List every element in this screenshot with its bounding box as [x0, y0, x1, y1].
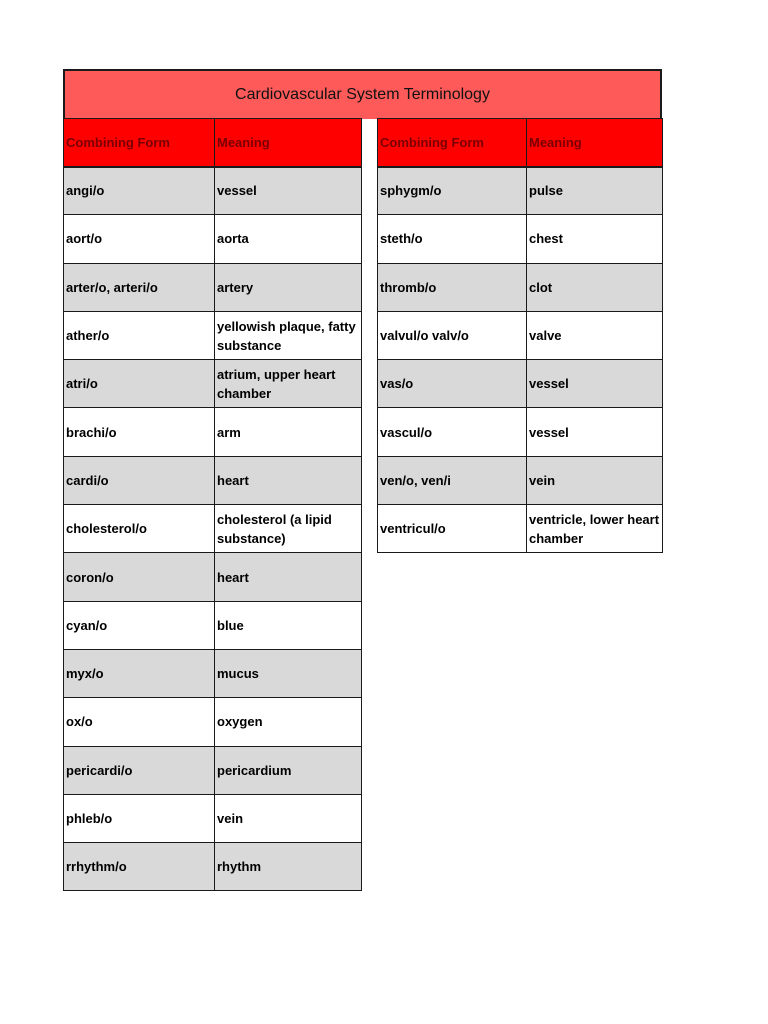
terminology-table-right — [377, 118, 663, 553]
meaning-cell: arm — [215, 408, 362, 456]
table-row — [64, 360, 362, 408]
meaning-cell: heart — [215, 553, 362, 601]
combining-form-cell: steth/o — [378, 215, 527, 263]
table-header-row — [64, 119, 362, 167]
table-row — [64, 311, 362, 359]
combining-form-cell: vas/o — [378, 360, 527, 408]
meaning-cell: heart — [215, 456, 362, 504]
column-header-meaning: Meaning — [527, 119, 663, 167]
meaning-cell: vessel — [215, 167, 362, 215]
table-row — [378, 360, 663, 408]
combining-form-cell: sphygm/o — [378, 167, 527, 215]
meaning-cell: clot — [527, 263, 663, 311]
meaning-cell: vein — [215, 794, 362, 842]
combining-form-cell: brachi/o — [64, 408, 215, 456]
table-row — [378, 505, 663, 553]
combining-form-cell: coron/o — [64, 553, 215, 601]
column-header-combining-form: Combining Form — [64, 119, 215, 167]
table-row — [64, 698, 362, 746]
table-row — [378, 263, 663, 311]
meaning-cell: atrium, upper heart chamber — [215, 360, 362, 408]
table-row — [64, 408, 362, 456]
combining-form-cell: cholesterol/o — [64, 505, 215, 553]
meaning-cell: blue — [215, 601, 362, 649]
combining-form-cell: ather/o — [64, 311, 215, 359]
page-title: Cardiovascular System Terminology — [63, 69, 662, 119]
combining-form-cell: pericardi/o — [64, 746, 215, 794]
meaning-cell: aorta — [215, 215, 362, 263]
table-row — [64, 794, 362, 842]
table-row — [64, 843, 362, 891]
combining-form-cell: aort/o — [64, 215, 215, 263]
meaning-cell: rhythm — [215, 843, 362, 891]
combining-form-cell: ox/o — [64, 698, 215, 746]
combining-form-cell: valvul/o valv/o — [378, 311, 527, 359]
combining-form-cell: phleb/o — [64, 794, 215, 842]
table-row — [378, 311, 663, 359]
table-header-row — [378, 119, 663, 167]
combining-form-cell: angi/o — [64, 167, 215, 215]
table-row — [64, 263, 362, 311]
meaning-cell: artery — [215, 263, 362, 311]
terminology-table-left — [63, 118, 362, 891]
table-row — [378, 215, 663, 263]
combining-form-cell: atri/o — [64, 360, 215, 408]
meaning-cell: pulse — [527, 167, 663, 215]
meaning-cell: vessel — [527, 408, 663, 456]
table-row — [64, 553, 362, 601]
combining-form-cell: vascul/o — [378, 408, 527, 456]
meaning-cell: yellowish plaque, fatty substance — [215, 311, 362, 359]
meaning-cell: chest — [527, 215, 663, 263]
table-row — [64, 601, 362, 649]
meaning-cell: oxygen — [215, 698, 362, 746]
column-header-combining-form: Combining Form — [378, 119, 527, 167]
meaning-cell: mucus — [215, 649, 362, 697]
table-row — [64, 167, 362, 215]
meaning-cell: valve — [527, 311, 663, 359]
meaning-cell: pericardium — [215, 746, 362, 794]
combining-form-cell: cardi/o — [64, 456, 215, 504]
combining-form-cell: thromb/o — [378, 263, 527, 311]
combining-form-cell: rrhythm/o — [64, 843, 215, 891]
table-row — [378, 408, 663, 456]
combining-form-cell: cyan/o — [64, 601, 215, 649]
combining-form-cell: ven/o, ven/i — [378, 456, 527, 504]
combining-form-cell: arter/o, arteri/o — [64, 263, 215, 311]
meaning-cell: vessel — [527, 360, 663, 408]
table-row — [64, 215, 362, 263]
table-row — [378, 167, 663, 215]
table-row — [64, 746, 362, 794]
meaning-cell: ventricle, lower heart chamber — [527, 505, 663, 553]
table-row — [64, 456, 362, 504]
table-row — [64, 649, 362, 697]
table-row — [378, 456, 663, 504]
meaning-cell: cholesterol (a lipid substance) — [215, 505, 362, 553]
combining-form-cell: ventricul/o — [378, 505, 527, 553]
combining-form-cell: myx/o — [64, 649, 215, 697]
column-header-meaning: Meaning — [215, 119, 362, 167]
meaning-cell: vein — [527, 456, 663, 504]
table-row — [64, 505, 362, 553]
